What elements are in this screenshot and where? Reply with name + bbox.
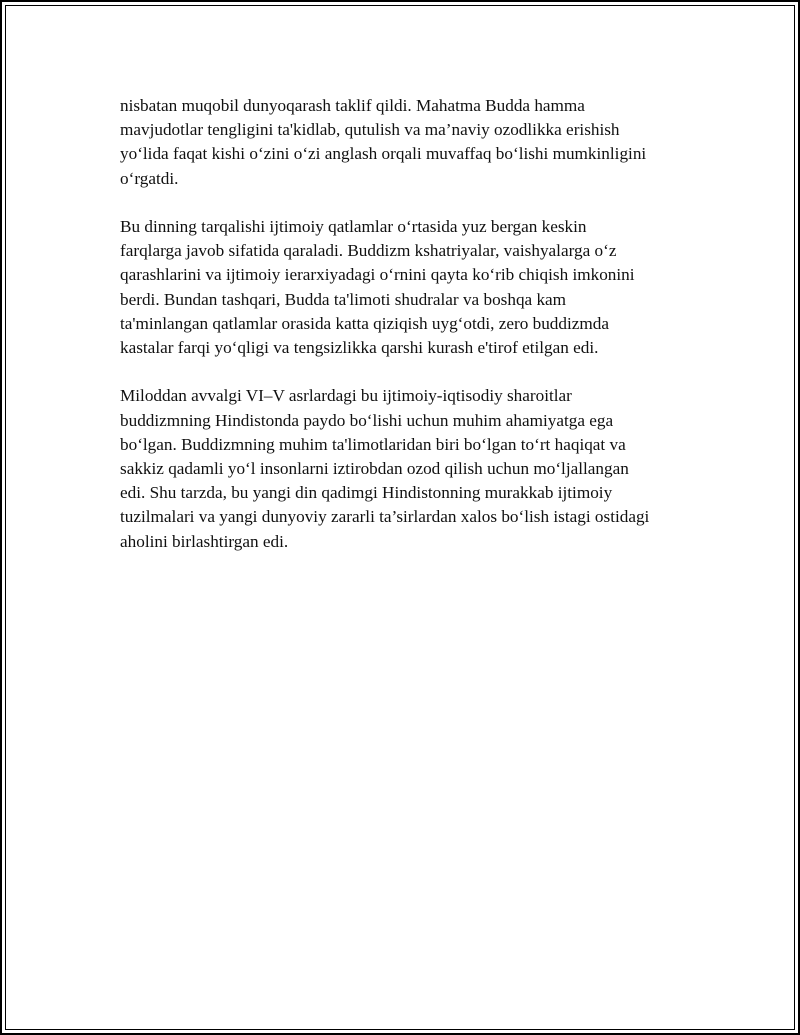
paragraph-1 (120, 94, 700, 191)
text-line: berdi. Bundan tashqari, Budda ta'limoti shudralar va boshqa kam (120, 289, 567, 309)
document-body (120, 94, 700, 578)
text-line: mavjudotlar tengligini ta'kidlab, qutulish va ma’naviy ozodlikka erishish (120, 120, 620, 140)
text-line: edi. Shu tarzda, bu yangi din qadimgi Hindistonning murakkab ijtimoiy (120, 483, 613, 503)
text-line: yo‘lida faqat kishi o‘zini o‘zi anglash orqali muvaffaq bo‘lishi mumkinligini (120, 144, 647, 164)
text-line: aholini birlashtirgan edi. (120, 531, 289, 551)
text-line: nisbatan muqobil dunyoqarash taklif qildi. Mahatma Budda hamma (120, 96, 585, 115)
text-line: buddizmning Hindistonda paydo bo‘lishi uchun muhim ahamiyatga ega (120, 410, 614, 430)
text-line: o‘rgatdi. (120, 168, 179, 188)
paragraph-3 (120, 384, 700, 553)
text-line: Bu dinning tarqalishi ijtimoiy qatlamlar o‘rtasida yuz bergan keskin (120, 217, 587, 236)
text-line: qarashlarini va ijtimoiy ierarxiyadagi o‘rnini qayta ko‘rib chiqish imkonini (120, 265, 635, 285)
text-line: ta'minlangan qatlamlar orasida katta qiziqish uyg‘otdi, zero buddizmda (120, 313, 609, 333)
text-line: farqlarga javob sifatida qaraladi. Buddizm kshatriyalar, vaishyalarga o‘z (120, 241, 617, 261)
text-line: tuzilmalari va yangi dunyoviy zararli ta’sirlardan xalos bo‘lish istagi ostidagi (120, 507, 650, 527)
paragraph-2 (120, 215, 700, 360)
text-line: bo‘lgan. Buddizmning muhim ta'limotlaridan biri bo‘lgan to‘rt haqiqat va (120, 434, 626, 454)
text-line: kastalar farqi yo‘qligi va tengsizlikka qarshi kurash e'tirof etilgan edi. (120, 338, 599, 358)
text-line: Miloddan avvalgi VI–V asrlardagi bu ijtimoiy-iqtisodiy sharoitlar (120, 386, 572, 406)
text-line: sakkiz qadamli yo‘l insonlarni iztirobdan ozod qilish uchun mo‘ljallangan (120, 459, 629, 479)
